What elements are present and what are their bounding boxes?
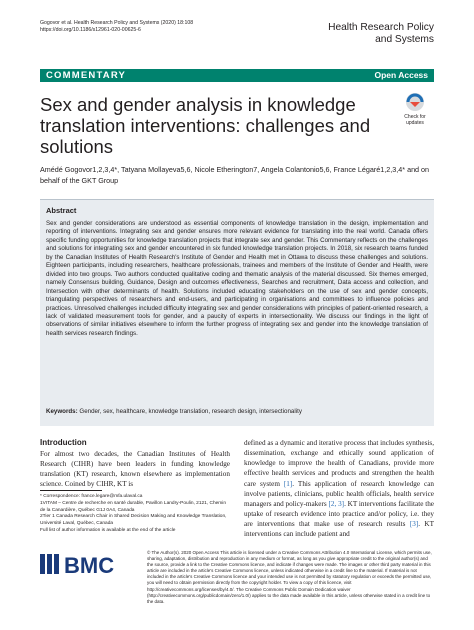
badge-line2: updates: [406, 120, 424, 126]
doi-link[interactable]: https://doi.org/10.1186/s12961-020-00625-6: [40, 27, 141, 33]
affiliation-note: 1VITAM – Centre de recherche en santé durable, Pavillon Landry-Poulin, 2121, Chemin de la Canardière, Québec G1J 0A4, Canada: [40, 500, 227, 513]
introduction-text: For almost two decades, the Canadian Institutes of Health Research (CIHR) have been leaders in funding knowledge translation (KT) research, known elsewhere as implementation science. Coined by CIHR, KT is: [40, 450, 230, 489]
body-text: . KT interventions facilitate the uptake of research evidence into practice and/or policy, i.e. they are interventions that make use of research results: [244, 499, 434, 529]
body-text: . KT interventions can include patient and: [244, 520, 434, 539]
right-column-text: [244, 438, 434, 540]
citation-link[interactable]: [2, 3]: [328, 499, 345, 508]
keywords: [46, 408, 428, 416]
correspondence-note[interactable]: * Correspondence: france.legare@mfa.ulaval.ca: [40, 494, 143, 499]
bmc-logo-icon: [40, 551, 140, 577]
badge-line1: Check for: [404, 114, 426, 120]
check-for-updates-icon: [396, 92, 434, 126]
footnote-divider: [40, 490, 102, 491]
open-access-label: Open Access: [374, 70, 428, 80]
check-for-updates-badge[interactable]: [396, 92, 434, 126]
citation-link[interactable]: [3]: [409, 520, 419, 529]
article-type-band: [40, 69, 434, 82]
journal-name: [328, 22, 434, 46]
journal-name-line2: and Systems: [375, 34, 434, 45]
article-title: Sex and gender analysis in knowledge translation interventions: challenges and solutions: [40, 94, 371, 157]
article-type-label: COMMENTARY: [46, 70, 127, 81]
citation-line: Gogovor et al. Health Research Policy and Systems (2020) 18:108: [40, 20, 194, 26]
abstract-body: Sex and gender considerations are understood as essential components of knowledge translation in the design, implementation and reporting of interventions. Integrating sex and gender ensures more relevant evidence for translating into the real world. Canada offers specific funding opportunities for knowledge translation projects that integrate sex and gender. This Commentary reflects on the challenges and solutions for integrating sex and gender encountered in six funded knowledge translation projects. In 2018, six research teams funded by the Canadian Institutes of Health Research's Institute of Gender and Health met in Ottawa to discuss these challenges and solutions. Eighteen participants, including researchers, healthcare professionals, trainees and members of the Institute of Gender and Health, were divided into two groups. Two authors conducted qualitative coding and thematic analysis of the material discussed. Six themes emerged, namely Consensus building, Guidance, Design and outcomes effectiveness, Searches and recruitment, Data access and collection, and Intersection with other determinants of health. Solutions included educating stakeholders on the use of sex and gender concepts, triangulating perspectives of researchers and end-users, and participating in organisations and committees to influence policies and practices. Unresolved challenges included difficulty integrating sex and gender considerations with principles of patient-oriented research, a lack of validated measurement tools for gender, and a paucity of experts in intersectionality. We discuss our findings in the light of observations of similar initiatives elsewhere to inform the further progress of integrating sex and gender into the knowledge translation of health services research findings.: [46, 220, 428, 337]
body-text: . This application of research knowledge can involve patients, clinicians, public health officials, health service managers and policy-makers: [244, 479, 434, 508]
author-list: Amédé Gogovor1,2,3,4*, Tatyana Mollayeva5,6, Nicole Etherington7, Angela Colantonio5,6, France Légaré1,2,3,4* and on behalf of the GKT Group: [40, 165, 430, 185]
author-info-note: Full list of author information is available at the end of the article: [40, 527, 176, 533]
citation-link[interactable]: [1]: [283, 479, 293, 488]
keywords-label: Keywords:: [46, 408, 78, 415]
abstract-heading: Abstract: [46, 206, 77, 215]
license-text: © The Author(s). 2020 Open Access This article is licensed under a Creative Commons Attribution 4.0 International License, which permits use, sharing, adaptation, distribution and reproduction in any medium or format, as long as you give appropriate credit to the original author(s) and the source, provide a link to the Creative Commons licence, and indicate if changes were made. The images or other third party material in this article are included in the article's Creative Commons licence, unless indicated otherwise in a credit line to the material. If material is not included in the article's Creative Commons licence and your intended use is not permitted by statutory regulation or exceeds the permitted use, you will need to obtain permission directly from the copyright holder. To view a copy of this licence, visit http://creativecommons.org/licenses/by/4.0/. The Creative Commons Public Domain Dedication waiver (http://creativecommons.org/publicdomain/zero/1.0/) applies to the data made available in this article, unless otherwise stated in a credit line to the data.: [147, 550, 432, 604]
body-text: defined as a dynamic and iterative process that includes synthesis, dissemination, exchange and ethically sound application of knowledge to improve the health of Canadians, provide more effective health services and products and strengthen the health care system: [244, 439, 435, 488]
affiliation-note: 2Tier 1 Canada Research Chair in Shared Decision Making and Knowledge Translation, Université Laval, Québec, Canada: [40, 514, 227, 527]
footnotes: [40, 494, 230, 535]
introduction-heading: Introduction: [40, 438, 87, 447]
abstract-box: [40, 199, 434, 426]
bmc-logo[interactable]: [40, 551, 140, 577]
journal-name-line1: Health Research Policy: [328, 22, 434, 33]
keywords-text: Gender, sex, healthcare, knowledge translation, research design, intersectionality: [79, 408, 302, 415]
bmc-logo-text: BMC: [64, 553, 115, 577]
